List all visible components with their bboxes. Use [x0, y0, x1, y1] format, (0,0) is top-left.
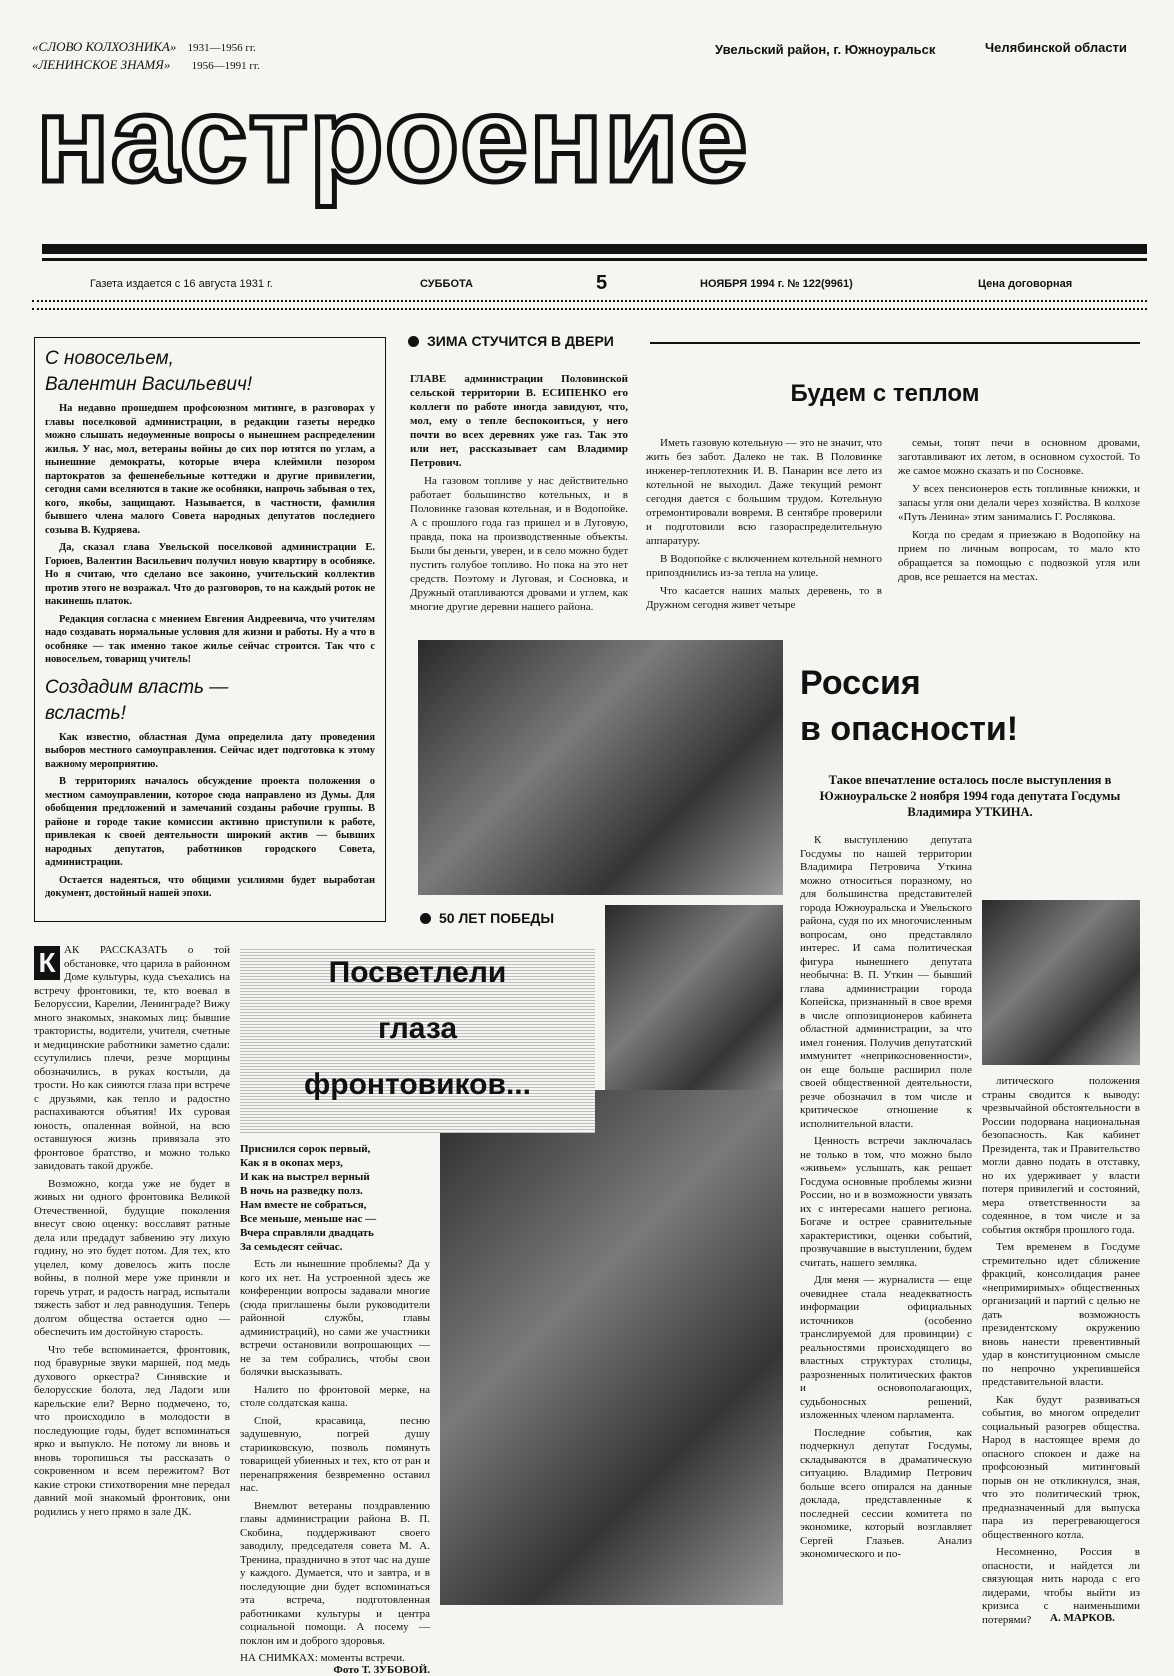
- masthead-rule: [42, 244, 1147, 254]
- left-head-1-line2: Валентин Васильевич!: [45, 374, 253, 395]
- victory-dropcap: К: [34, 946, 60, 980]
- oblast-label: Челябинской области: [985, 40, 1127, 55]
- russia-paragraph: Для меня — журналиста — еще очевиднее стала неадекватность информации официальных источников (особенно транслируемой для провинции) с реальностями происходящего во властных структурах столицы, разрозненных политических фактов и основополагающих, судьбоносных решений, изложенных членом парламента.: [800, 1274, 972, 1421]
- history-1-years: 1931—1956 гг.: [187, 42, 256, 54]
- winter-headline: Будем с теплом: [790, 380, 980, 407]
- russia-paragraph: Как будут развиваться события, во многом определит социальный разогрев общества. Народ в настоящее время до опасного спокоен и даже на профсоюзный митинговый порыв он не откликнулся, зная, что это политический трюк, предназначенный для выпуска пара из перегревающегося общественного котла.: [982, 1393, 1140, 1541]
- day-number: 5: [596, 272, 608, 294]
- victory-headline-box: [240, 948, 595, 1133]
- left-head-2-line2: всласть!: [45, 702, 126, 724]
- russia-author: А. МАРКОВ.: [1050, 1612, 1115, 1624]
- russia-title-line1: Россия: [800, 664, 921, 702]
- history-2-years: 1956—1991 гг.: [191, 60, 260, 72]
- winter-paragraph: На газовом топливе у нас действительно работает большинство котельных, и в Половинке газовая котельная, и в Водопойке. А с прошлого года газ пришел и в Луговую, правда, пока на производственные объекты. Были бы деньги, уверен, и в село можно будет пустить голубое топливо. Но пока на это нет средств. Поэтому и Луговая, и Сосновка, и Дружный отапливаются дровами и углем, как многие другие деревни нашего района.: [410, 475, 628, 613]
- masthead-title: настроение: [36, 71, 749, 207]
- winter-kicker-rule: [650, 342, 1140, 344]
- history-1-name: «СЛОВО КОЛХОЗНИКА»: [32, 39, 177, 54]
- victory-lead: АК РАССКАЗАТЬ о той обстановке, что царила в районном Доме культуры, куда съехались на встречу фронтовики, те, кто воевал в Белоруссии, Карелии, Ленинграде? Вижу много знакомых, знакомых лиц: бывшие трактористы, водители, учителя, счетные и медицинские работники заметно сдали: ссутулились плечи, резче морщины обозначились, в руках костыли, да трости. Но как сияются глаза при встрече с друзьями, как тепло и радостно распахиваются объятия! Их суровая юность, опаленная войной, на всю оставшуюся жизнь привязала это фронтовое братство, и можно только завидовать такой дружбе.: [34, 944, 230, 1172]
- issue-label: НОЯБРЯ 1994 г. № 122(9961): [700, 278, 853, 290]
- left-paragraph: В территориях началось обсуждение проекта положения о местном самоуправлении, которое сюда направлено из Думы. Для обобщения предложений и замечаний созданы рабочие группы. В районе и городе такие комиссии активно приступили к работе, привлекая к своей деятельности широкий актив — бывших народных депутатов, работников городского Совета, администрации.: [45, 776, 375, 868]
- history-2-name: «ЛЕНИНСКОЕ ЗНАМЯ»: [32, 57, 171, 72]
- winter-kicker-text: ЗИМА СТУЧИТСЯ В ДВЕРИ: [427, 333, 614, 349]
- winter-col-1: [410, 372, 628, 632]
- veterans-photo-3: [440, 1090, 783, 1605]
- victory-col-2: [240, 1142, 430, 1676]
- victory-poem: Приснился сорок первый, Как я в окопах мерз, И как на выстрел верный В ночь на разведку полз. Нам вместе не собраться, Все меньше, меньше нас — Вчера справляли двадцать За семьдесят сейчас.: [240, 1143, 377, 1253]
- winter-col-2: [646, 436, 882, 632]
- since-label: Газета издается с 16 августа 1931 г.: [90, 278, 273, 290]
- winter-paragraph: Что касается наших малых деревень, то в Дружном сегодня живет четыре: [646, 585, 882, 611]
- victory-headline-2: глаза: [377, 1012, 458, 1045]
- price-label: Цена договорная: [978, 278, 1073, 290]
- bullet-icon: [420, 913, 431, 924]
- photo-credit: Фото Т. ЗУБОВОЙ.: [333, 1664, 430, 1676]
- winter-paragraph: В Водопойке с включением котельной немного припозднились из-за тепла на улице.: [646, 553, 882, 579]
- russia-lead: Такое впечатление осталось после выступления в Южноуральске 2 ноября 1994 года депутата Госдумы Владимира УТКИНА.: [819, 773, 1121, 819]
- russia-paragraph: Последние события, как подчеркнул депутат Госдумы, складываются в драматическую ситуацию. Владимир Петрович больше всего опирался на данные доклада, представленные к последней сессии комитета по экономике, который возглавляет Сергей Глазьев. Анализ экономического и по-: [800, 1426, 972, 1560]
- victory-paragraph: Что тебе вспоминается, фронтовик, под бравурные звуки маршей, под медь духового оркестра? Синявские и белорусские болота, лед Ладоги или карельские ели? Верно подмечено, то, что происходило в молодости в последующие годы, будет вспоминаться ярко и выпукло. Не потому ли вновь и вновь торопишься ты рассказать о сокровенном и всем пережитом? Вот какие строки стихотворения мне передал давний мой знакомый фронтовик, они родились у него прямо в зале ДК.: [34, 1343, 230, 1518]
- russia-paragraph: Несомненно, Россия в опасности, и найдется ли связующая нить народа с его лидерами, чтобы выйти из кризиса с наименьшими потерями?: [982, 1546, 1140, 1626]
- victory-paragraph: Внемлют ветераны поздравлению главы администрации района В. П. Скобина, поддерживают своего заводилу, председателя совета М. А. Тренина, празднично в этот час на душе у каждого. Думается, что и завтра, и в последующие дни будет вспоминаться эта встреча, подготовленная работниками культуры и центра социальной помощи. А посему — поклон им и доброго здоровья.: [240, 1499, 430, 1647]
- masthead-rule-thin: [42, 258, 1147, 261]
- winter-lead: ГЛАВЕ администрации Половинской сельской территории В. ЕСИПЕНКО его коллеги по работе иногда завидуют, что, мол, ему о тепле беспокоиться, у него почти во всех деревнях уже газ. Так это или нет, рассказывает сам Владимир Петрович.: [410, 373, 628, 469]
- winter-kicker: [408, 333, 614, 349]
- russia-paragraph: литического положения страны сводится к выводу: чрезвычайной обстоятельности в России подорвана национальная безопасность. Как кабинет Президента, так и Правительство могли давно подать в отставку, но их удерживает у власти потеря привилегий и состояний, мера ответственности за содеянное, в том числе и за события октября прошлого года.: [982, 1075, 1140, 1236]
- region-label: Увельский район, г. Южноуральск: [715, 42, 936, 57]
- left-head-1-line1: С новосельем,: [45, 348, 174, 369]
- header-dotted-rule: [32, 300, 1147, 310]
- left-paragraph: Редакция согласна с мнением Евгения Андреевича, что учителям надо создавать нормальные условия для жизни и работы. Ну а что в особняке — так именно такое жилье сейчас строится. Так что с новосельем, товарищ учитель!: [45, 613, 375, 665]
- victory-kicker-text: 50 ЛЕТ ПОБЕДЫ: [439, 910, 555, 926]
- victory-paragraph: Возможно, когда уже не будет в живых ни одного фронтовика Великой Отечественной, будущие поколения внесут свою оценку: восславят ратные дела или предадут забвению эту лихую годину, но это будет потом. Для тех, кто уцелел, кому довелось жить после войны, в полной мере уже приняли и горечь утрат, и радость наград, испытали тяжесть забот и лед равнодушия. Теперь долгом общества остается одно — обеспечить им достойную старость.: [34, 1177, 230, 1338]
- russia-paragraph: Ценность встречи заключалась не только в том, что можно было «живьем» услышать, как решает Госдума основные проблемы жизни России, но и в возможности увязать их с интересами нашего региона. Богаче и острее сравнительные характеристики, оценки событий, прозвучавшие в выступлении, будем считать, нашего земляка.: [800, 1135, 972, 1269]
- bullet-icon: [408, 336, 419, 347]
- winter-col-3: [898, 436, 1140, 632]
- left-paragraph: Остается надеяться, что общими усилиями будет выработан документ, достойный нашей эпохи.: [45, 874, 375, 899]
- veterans-photo-1: [418, 640, 783, 895]
- russia-title-line2: в опасности!: [800, 710, 1019, 748]
- left-box: [34, 337, 386, 922]
- victory-headline-3: фронтовиков...: [304, 1068, 531, 1101]
- weekday-label: СУББОТА: [420, 278, 473, 290]
- russia-paragraph: Тем временем в Госдуме стремительно идет сближение фракций, консолидация ранее «непримиримых» общественных организаций и партий с целью не дать возможность президентскому окружению вновь нанести превентивный удар в конституционном смысле по непрочно укрепившейся представительной власти.: [982, 1241, 1140, 1388]
- russia-paragraph: К выступлению депутата Госдумы по нашей территории Владимира Петровича Уткина можно относиться поразному, но для большинства представителей города Южноуральска и Увельского района, судя по их многочисленным вопросам, оно представляло интерес. И сама политическая фигура нынешнего депутата необычна: В. П. Уткин — бывший глава администрации города Копейска, признанный в свое время в числе оппозиционеров кабинета областной администрации, за что имел гонения. Получив депутатский иммунитет «неприкосновенности», он еще больше расширил поле своей общественной деятельности, резче обозначил в том числе и критическое отношение к исполнительной власти.: [800, 834, 972, 1130]
- victory-paragraph: Спой, красавица, песню задушевную, погрей душу старииковскую, позволь помянуть товарищей убиенных и тех, кто от ран и перенапряжения безвременно оставил нас.: [240, 1414, 430, 1494]
- veterans-photo-2: [605, 905, 783, 1110]
- victory-kicker: [420, 910, 554, 926]
- history-line-1: [32, 38, 256, 57]
- winter-paragraph: семьи, топят печи в основном дровами, заготавливают их летом, в основном сухостой. То же самое можно сказать и по Сосновке.: [898, 437, 1140, 477]
- left-paragraph: Как известно, областная Дума определила дату проведения выборов местного самоуправления. Сейчас идет подготовка к этому важному мероприятию.: [45, 731, 375, 770]
- utkin-portrait-photo: [982, 900, 1140, 1065]
- left-paragraph: Да, сказал глава Увельской поселковой администрации Е. Горюев, Валентин Васильевич получил новую квартиру в особняке. Но я считаю, что сделано все законно, учительский коллектив против этого не возражал. Что до разговоров, то на каждый роток не накинешь платок.: [45, 542, 375, 607]
- photo-caption-label: НА СНИМКАХ: моменты встречи.: [240, 1652, 405, 1664]
- victory-paragraph: Есть ли нынешние проблемы? Да у кого их нет. На устроенной здесь же конференции вопросы задавали многие (сюда приглашены были руководители районной службы, главы администраций), но сами же участники встречи остановили вопрошающих — не за тем собрались, чтобы свои болячки высказывать.: [240, 1258, 430, 1378]
- victory-headline-1: Посветлели: [328, 956, 507, 989]
- winter-paragraph: Когда по средам я приезжаю в Водопойку на прием по личным вопросам, то мало кто обращается за помощью с подвозкой угля или дров, все решается на местах.: [898, 529, 1140, 583]
- winter-paragraph: Иметь газовую котельную — это не значит, что жить без забот. Далеко не так. В Половинке инженер-теплотехник И. В. Панарин все лето из котельной не выходил. Даже текущий ремонт сегодня дается с большим трудом. Котельную отремонтировали вовремя. В сентябре проверили и подготовили всю газораспределительную аппаратуру.: [646, 437, 882, 547]
- left-head-2-line1: Создадим власть —: [45, 676, 229, 698]
- victory-paragraph: Налито по фронтовой мерке, на столе солдатская каша.: [240, 1383, 430, 1409]
- winter-paragraph: У всех пенсионеров есть топливные книжки, и запасы угля они делали через хозяйства. В колхозе «Путь Ленина» этим занимались Г. Росляковa.: [898, 483, 1140, 523]
- russia-title: [800, 660, 1140, 752]
- russia-col-1: [800, 834, 972, 1624]
- victory-col-1: [34, 944, 230, 1634]
- left-paragraph: На недавно прошедшем профсоюзном митинге, в разговорах у главы поселковой администрации, в редакции газеты нередко можно слышать недоуменные вопросы о нынешнем распределении жилья. У нас, мол, ветераны войны до сих пор ютятся по углам, а нынешние демократы, которые вчера клеймили позором партократов за фешенебельные коттеджи и другие привилегии, сегодня сами вселяются в такие же особняки, напрочь забывая о тех, кого, якобы, защищают. Называется, в частности, фамилия бывшего члена малого Совета народных депутатов последнего созыва В. Кудряева.: [45, 403, 375, 536]
